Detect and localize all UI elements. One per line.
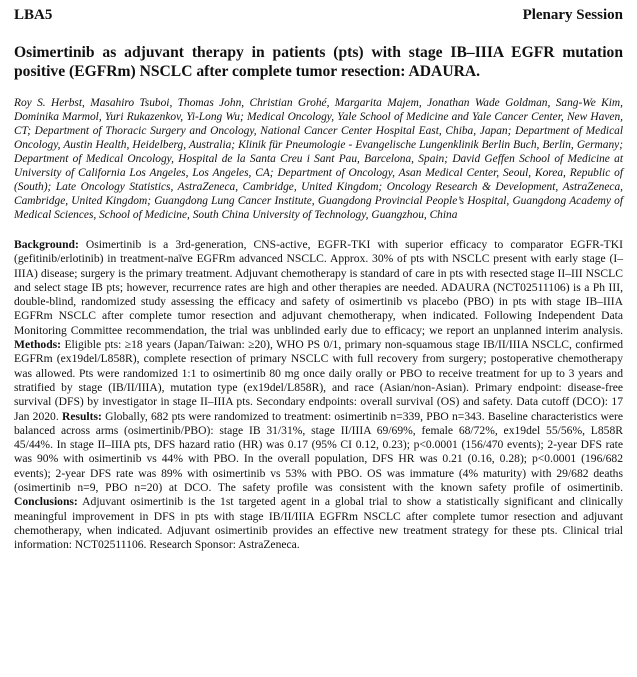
background-text: Osimertinib is a 3rd-generation, CNS-active, EGFR-TKI with superior efficacy to comparator EGFR-TKI (gefitinib/erlotinib) in treatment-naïve EGFRm advanced NSCLC. Approx. 30% of pts with NSCLC present with early stage (I–IIIA) disease; surgery is the primary treatment. Adjuvant chemotherapy is standard of care in pts with resected stage II–III NSCLC and select stage IB pts; however, recurrence rates are high and other therapies are needed. ADAURA (NCT02511106) is a Ph III, double-blind, randomized study assessing the efficacy and safety of osimertinib vs placebo (PBO) in pts with stage IB–IIIA EGFRm NSCLC after complete tumor resection and adjuvant chemotherapy, when indicated. Following Independent Data Monitoring Committee recommendation, the trial was unblinded early due to efficacy; we report an unplanned interim analysis. — [14, 238, 623, 337]
abstract-body — [14, 238, 623, 553]
session-label: Plenary Session — [522, 7, 623, 23]
results-text: Globally, 682 pts were randomized to treatment: osimertinib n=339, PBO n=343. Baseline characteristics were balanced across arms (osimertinib/PBO): stage IB 31/31%, stage II/IIIA 69/69%, female 68/72%, ex19del 55/56%, L858R 45/44%. In stage II–IIIA pts, DFS hazard ratio (HR) was 0.17 (95% CI 0.12, 0.23); p<0.0001 (156/470 events); 2-year DFS rate was 90% with osimertinib vs 44% with PBO. In the overall population, DFS HR was 0.21 (0.16, 0.28); p<0.0001 (196/682 events); 2-year DFS rate was 89% with osimertinib vs 53% with PBO. OS was immature (4% maturity) with 29/682 deaths (osimertinib n=9, PBO n=20) at DCO. The safety profile was consistent with the known safety profile of osimertinib. — [14, 409, 623, 495]
abstract-id: LBA5 — [14, 7, 53, 23]
page-header — [14, 6, 623, 24]
author-affiliations: Roy S. Herbst, Masahiro Tsuboi, Thomas John, Christian Grohé, Margarita Majem, Jonathan Wade Goldman, Sang-We Kim, Dominika Marmol, Yuri Rukazenkov, Yi-Long Wu; Medical Oncology, Yale School of Medicine and Yale Cancer Center, New Haven, CT; Department of Thoracic Surgery and Oncology, National Cancer Center Hospital East, Chiba, Japan; Department of Medical Oncology, Austin Health, Heidelberg, Australia; Klinik für Pneumologie - Evangelische Lungenklinik Berlin Buch, Berlin, Germany; Department of Medical Oncology, Hospital de la Santa Creu i Sant Pau, Barcelona, Spain; David Geffen School of Medicine at University of California Los Angeles, Los Angeles, CA; Department of Oncology, Asan Medical Center, Seoul, Korea, Republic of (South); Late Oncology Statistics, AstraZeneca, Cambridge, United Kingdom; Oncology Research & Development, AstraZeneca, Cambridge, United Kingdom; Guangdong Lung Cancer Institute, Guangdong Provincial People’s Hospital, Guangdong Academy of Medical Sciences, School of Medicine, South China University of Technology, Guangzhou, China — [14, 97, 623, 221]
conclusions-heading: Conclusions: — [14, 495, 78, 509]
results-heading: Results: — [61, 409, 102, 423]
abstract-title: Osimertinib as adjuvant therapy in patients (pts) with stage IB–IIIA EGFR mutation positive (EGFRm) NSCLC after complete tumor resection: ADAURA. — [14, 44, 623, 80]
methods-heading: Methods: — [14, 338, 62, 352]
background-heading: Background: — [14, 238, 79, 251]
methods-text: Eligible pts: ≥18 years (Japan/Taiwan: ≥20), WHO PS 0/1, primary non-squamous stage IB/II/IIIA NSCLC, confirmed EGFRm (ex19del/L858R), complete resection of primary NSCLC with full recovery from surgery; postoperative chemotherapy was allowed. Pts were randomized 1:1 to osimertinib 80 mg once daily orally or PBO to receive treatment for up to 3 years and stratified by stage (IB/II/IIIA), mutation type (ex19del/L858R), and race (Asian/non-Asian). Primary endpoint: disease-free survival (DFS) by investigator in stage II–IIIA pts. Secondary endpoints: overall survival (OS) and safety. Data cutoff (DCO): 17 Jan 2020. — [14, 338, 623, 423]
conclusions-text: Adjuvant osimertinib is the 1st targeted agent in a global trial to show a statistically significant and clinically meaningful improvement in DFS in pts with stage IB/II/IIIA EGFRm NSCLC after complete tumor resection and adjuvant chemotherapy, when indicated. Adjuvant osimertinib provides an effective new treatment strategy for these pts. Clinical trial information: NCT02511106. Research Sponsor: AstraZeneca. — [14, 495, 623, 552]
